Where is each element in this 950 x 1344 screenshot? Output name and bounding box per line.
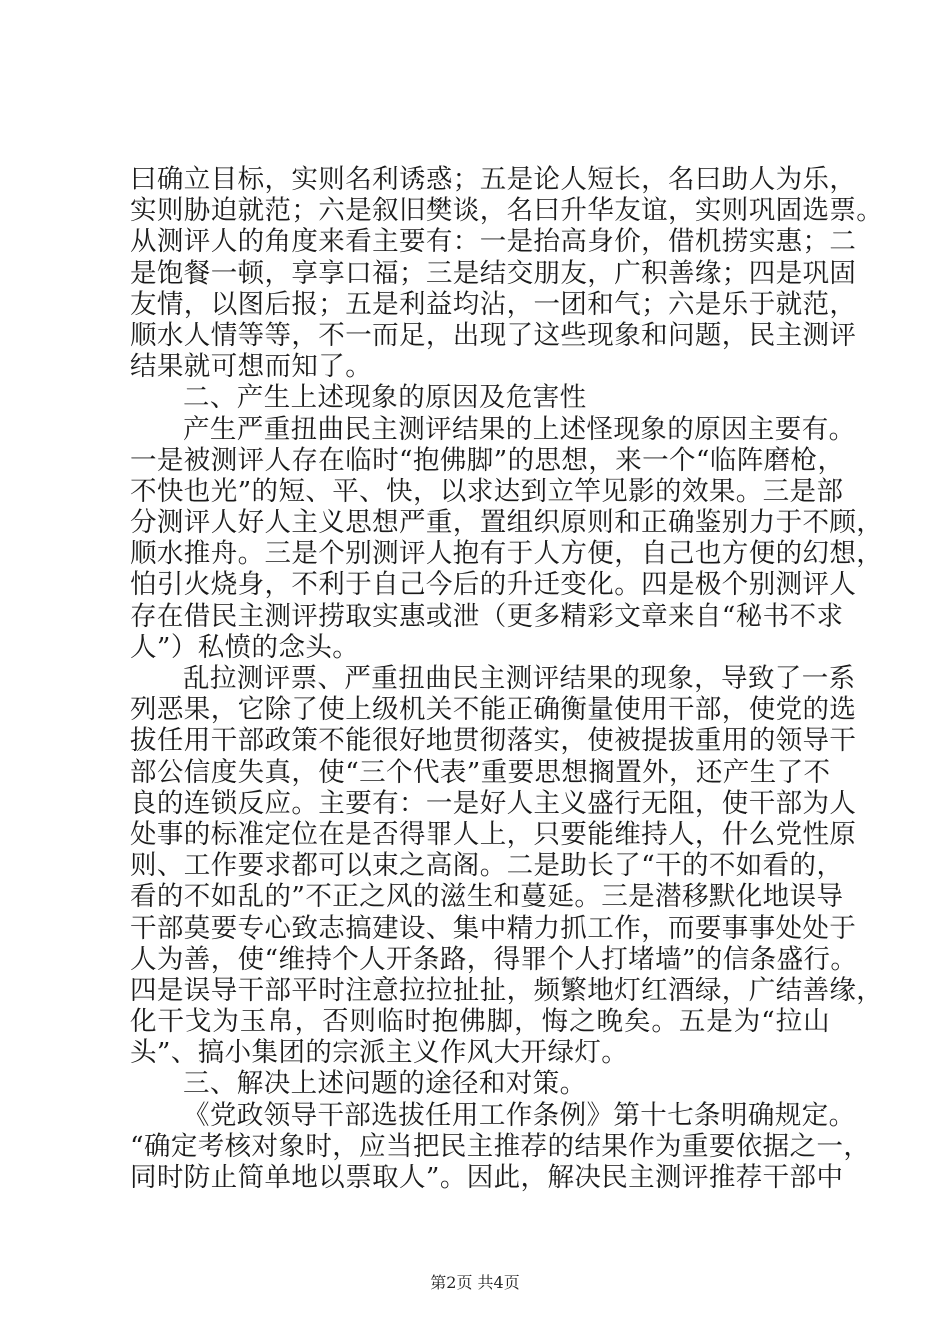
text-line: 友情，以图后报；五是利益均沾，一团和气；六是乐于就范， <box>130 288 857 320</box>
text-line: 列恶果，它除了使上级机关不能正确衡量使用干部，使党的选 <box>130 694 857 726</box>
text-line: 实则胁迫就范；六是叙旧樊谈，名曰升华友谊，实则巩固选票。 <box>130 195 884 227</box>
text-line: 是饱餐一顿，享享口福；三是结交朋友，广积善缘；四是巩固 <box>130 257 857 289</box>
text-line: 顺水推舟。三是个别测评人抱有于人方便，自己也方便的幻想， <box>130 538 884 570</box>
text-line: 人为善，使“维持个人开条路，得罪个人打堵墙”的信条盛行。 <box>130 943 858 975</box>
section-heading: 二、产生上述现象的原因及危害性 <box>183 382 587 414</box>
text-line: 《党政领导干部选拔任用工作条例》第十七条明确规定。 <box>183 1099 856 1131</box>
text-line: 则、工作要求都可以束之高阁。二是助长了“干的不如看的， <box>130 850 844 882</box>
text-line: 四是误导干部平时注意拉拉扯扯，频繁地灯红酒绿，广结善缘， <box>130 974 884 1006</box>
text-line: 从测评人的角度来看主要有：一是抬高身价，借机捞实惠；二 <box>130 226 857 258</box>
text-line: 同时防止简单地以票取人”。因此，解决民主测评推荐干部中 <box>130 1162 844 1193</box>
text-line: 乱拉测评票、严重扭曲民主测评结果的现象，导致了一系 <box>183 663 856 694</box>
text-line: 部公信度失真，使“三个代表”重要思想搁置外，还产生了不 <box>130 756 831 788</box>
text-line: 曰确立目标，实则名利诱惑；五是论人短长，名曰助人为乐， <box>130 164 857 195</box>
text-line: 良的连锁反应。主要有：一是好人主义盛行无阻，使干部为人 <box>130 787 857 819</box>
text-line: 怕引火烧身，不利于自己今后的升迁变化。四是极个别测评人 <box>130 569 857 601</box>
text-line: 头”、搞小集团的宗派主义作风大开绿灯。 <box>130 1037 629 1069</box>
body-text <box>130 164 884 1193</box>
text-line: 顺水人情等等，不一而足，出现了这些现象和问题，民主测评 <box>130 319 857 351</box>
text-line: 一是被测评人存在临时“抱佛脚”的思想，来一个“临阵磨枪， <box>130 444 845 476</box>
section-heading: 三、解决上述问题的途径和对策。 <box>183 1068 587 1100</box>
text-line: 拔任用干部政策不能很好地贯彻落实，使被提拔重用的领导干 <box>130 725 857 757</box>
text-line: 产生严重扭曲民主测评结果的上述怪现象的原因主要有。 <box>183 413 856 445</box>
text-line: “确定考核对象时，应当把民主推荐的结果作为重要依据之一， <box>130 1130 871 1162</box>
text-line: 看的不如乱的”不正之风的滋生和蔓延。三是潜移默化地误导 <box>130 881 844 913</box>
text-line: 存在借民主测评捞取实惠或泄（更多精彩文章来自“秘书不求 <box>130 600 844 632</box>
text-line: 化干戈为玉帛，否则临时抱佛脚，悔之晚矣。五是为“拉山 <box>130 1006 830 1038</box>
text-line: 结果就可想而知了。 <box>130 351 373 383</box>
text-line: 不快也光”的短、平、快，以求达到立竿见影的效果。三是部 <box>130 475 844 507</box>
text-line: 干部莫要专心致志搞建设、集中精力抓工作，而要事事处处于 <box>130 912 857 944</box>
text-line: 人”）私愤的念头。 <box>130 631 360 663</box>
text-line: 分测评人好人主义思想严重，置组织原则和正确鉴别力于不顾， <box>130 507 884 539</box>
text-line: 处事的标准定位在是否得罪人上，只要能维持人，什么党性原 <box>130 818 857 850</box>
page-number: 第2页 共4页 <box>430 1273 520 1292</box>
